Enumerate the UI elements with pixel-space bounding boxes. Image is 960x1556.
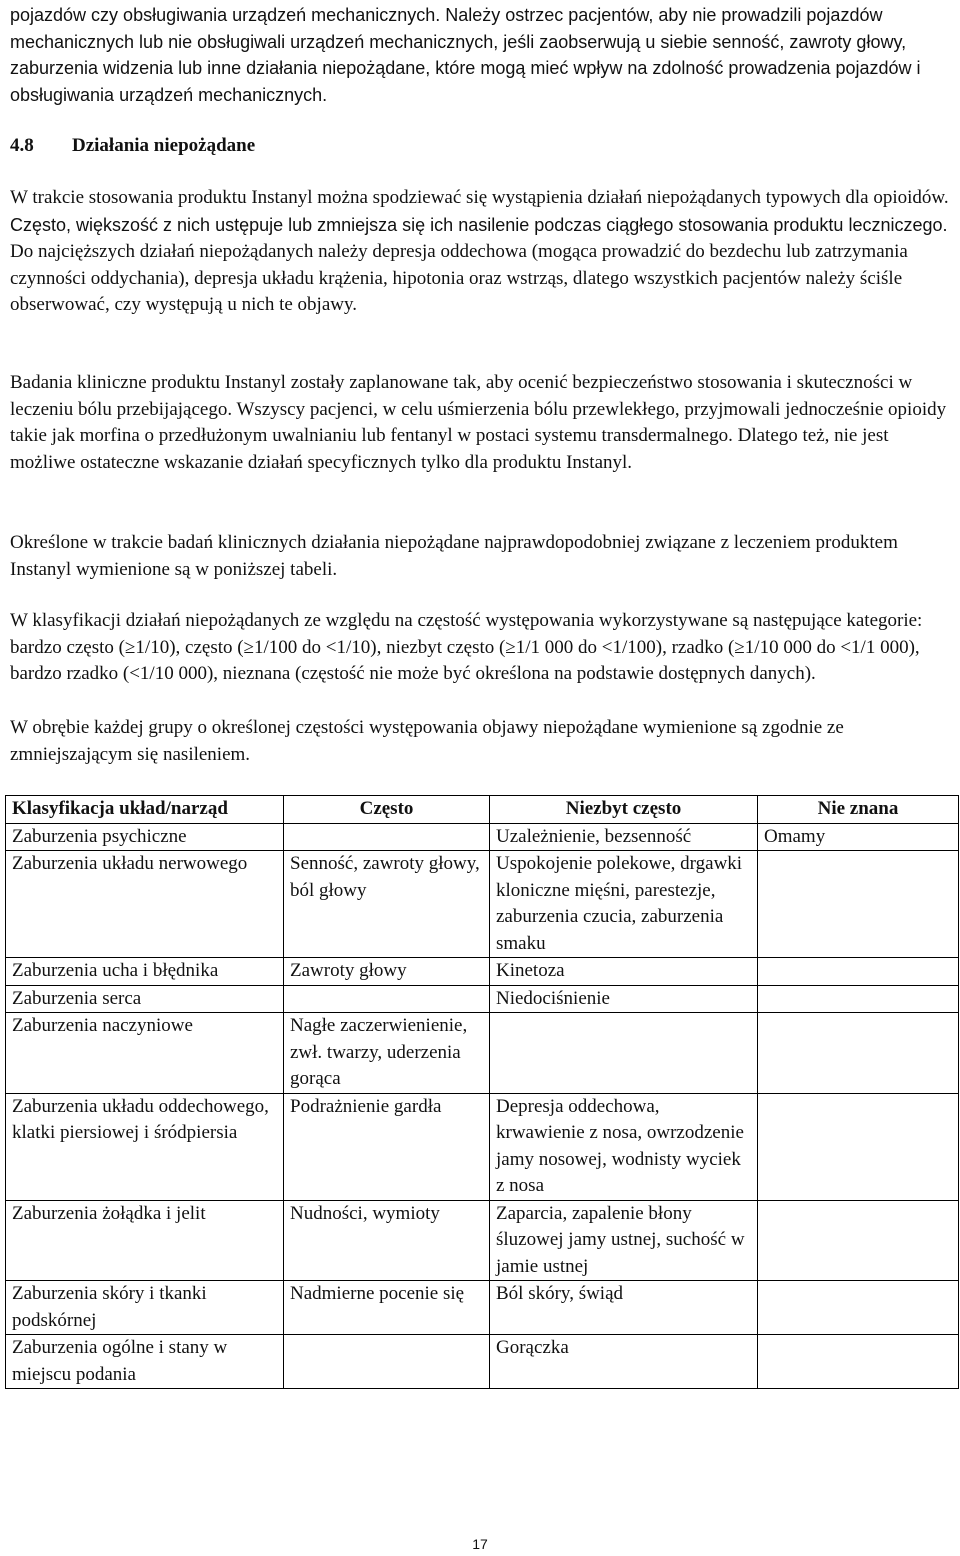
table-row xyxy=(6,851,959,958)
cell-common xyxy=(284,1335,490,1389)
cell-unknown: Omamy xyxy=(758,823,959,851)
cell-organ: Zaburzenia układu nerwowego xyxy=(6,851,284,958)
cell-common: Podrażnienie gardła xyxy=(284,1093,490,1200)
cell-organ: Zaburzenia ogólne i stany w miejscu podania xyxy=(6,1335,284,1389)
cell-unknown xyxy=(758,1281,959,1335)
cell-unknown xyxy=(758,1335,959,1389)
cell-uncommon: Zaparcia, zapalenie błony śluzowej jamy ustnej, suchość w jamie ustnej xyxy=(490,1200,758,1281)
cell-common: Senność, zawroty głowy, ból głowy xyxy=(284,851,490,958)
header-unknown: Nie znana xyxy=(758,796,959,824)
cell-uncommon: Depresja oddechowa, krwawienie z nosa, owrzodzenie jamy nosowej, wodnisty wyciek z nosa xyxy=(490,1093,758,1200)
cell-organ: Zaburzenia skóry i tkanki podskórnej xyxy=(6,1281,284,1335)
cell-unknown xyxy=(758,985,959,1013)
cell-uncommon: Uspokojenie polekowe, drgawki kloniczne mięśni, parestezje, zaburzenia czucia, zaburzenia smaku xyxy=(490,851,758,958)
cell-common xyxy=(284,985,490,1013)
table-row xyxy=(6,985,959,1013)
header-uncommon: Niezbyt często xyxy=(490,796,758,824)
table-header-row xyxy=(6,796,959,824)
table-row xyxy=(6,958,959,986)
cell-organ: Zaburzenia układu oddechowego, klatki piersiowej i śródpiersia xyxy=(6,1093,284,1200)
paragraph-part: Do najcięższych działań niepożądanych należy depresja oddechowa (mogąca prowadzić do bezdechu lub zatrzymania czynności oddychania), depresja układu krążenia, hipotonia oraz wstrząs, dlatego wszystkich pacjentów należy ściśle obserwować, czy występują u nich te objawy. xyxy=(10,241,908,315)
table-row xyxy=(6,1093,959,1200)
cell-unknown xyxy=(758,1200,959,1281)
table-row xyxy=(6,1200,959,1281)
cell-uncommon: Ból skóry, świąd xyxy=(490,1281,758,1335)
paragraph-frequency-classification: W klasyfikacji działań niepożądanych ze względu na częstość występowania wykorzystywane są następujące kategorie: bardzo często (≥1/10), często (≥1/100 do <1/10), niezbyt często (≥1/1 000 do <1/100), rzadko (≥1/10 000 do <1/1 000), bardzo rzadko (<1/10 000), nieznana (częstość nie może być określona na podstawie dostępnych danych). xyxy=(10,610,923,684)
cell-unknown xyxy=(758,1093,959,1200)
header-organ-class: Klasyfikacja układ/narząd xyxy=(6,796,284,824)
section-number: 4.8 xyxy=(10,135,34,156)
cell-uncommon: Kinetoza xyxy=(490,958,758,986)
table-row xyxy=(6,1013,959,1094)
cell-common: Zawroty głowy xyxy=(284,958,490,986)
cell-common: Nagłe zaczerwienienie, zwł. twarzy, uderzenia gorąca xyxy=(284,1013,490,1094)
cell-unknown xyxy=(758,1013,959,1094)
cell-common: Nudności, wymioty xyxy=(284,1200,490,1281)
paragraph-severity-order: W obrębie każdej grupy o określonej częstości występowania objawy niepożądane wymienione są zgodnie ze zmniejszającym się nasileniem. xyxy=(10,717,844,765)
cell-organ: Zaburzenia psychiczne xyxy=(6,823,284,851)
table-row xyxy=(6,1335,959,1389)
paragraph-part-sans: Często, większość z nich ustępuje lub zmniejsza się ich nasilenie podczas ciągłego stosowania produktu leczniczego. xyxy=(10,214,948,235)
paragraph-adverse-overview xyxy=(10,185,956,319)
table-row xyxy=(6,823,959,851)
paragraph-table-intro: Określone w trakcie badań klinicznych działania niepożądane najprawdopodobniej związane z leczeniem produktem Instanyl wymienione są w poniższej tabeli. xyxy=(10,532,898,580)
cell-uncommon: Niedociśnienie xyxy=(490,985,758,1013)
cell-organ: Zaburzenia serca xyxy=(6,985,284,1013)
cell-organ: Zaburzenia ucha i błędnika xyxy=(6,958,284,986)
section-title: Działania niepożądane xyxy=(72,135,256,156)
cell-unknown xyxy=(758,851,959,958)
paragraph-clinical-trials: Badania kliniczne produktu Instanyl zostały zaplanowane tak, aby ocenić bezpieczeństwo stosowania i skuteczności w leczeniu bólu przebijającego. Wszyscy pacjenci, w celu uśmierzenia bólu przewlekłego, przyjmowali jednocześnie opioidy takie jak morfina o przedłużonym uwalnianiu lub fentanyl w postaci systemu transdermalnego. Dlatego też, nie jest możliwe ostateczne wskazanie działań specyficznych tylko dla produktu Instanyl. xyxy=(10,372,947,473)
cell-organ: Zaburzenia żołądka i jelit xyxy=(6,1200,284,1281)
paragraph-part: W trakcie stosowania produktu Instanyl można spodziewać się wystąpienia działań niepożądanych typowych dla opioidów. xyxy=(10,187,949,208)
cell-uncommon: Uzależnienie, bezsenność xyxy=(490,823,758,851)
cell-organ: Zaburzenia naczyniowe xyxy=(6,1013,284,1094)
adverse-reactions-table xyxy=(5,795,959,1389)
table-row xyxy=(6,1281,959,1335)
intro-paragraph: pojazdów czy obsługiwania urządzeń mechanicznych. Należy ostrzec pacjentów, aby nie prowadzili pojazdów mechanicznych lub nie obsługiwali urządzeń mechanicznych, jeśli zaobserwują u siebie senność, zawroty głowy, zaburzenia widzenia lub inne działania niepożądane, które mogą mieć wpływ na zdolność prowadzenia pojazdów i obsługiwania urządzeń mechanicznych. xyxy=(10,5,921,105)
cell-common: Nadmierne pocenie się xyxy=(284,1281,490,1335)
cell-uncommon xyxy=(490,1013,758,1094)
header-common: Często xyxy=(284,796,490,824)
page-number: 17 xyxy=(472,1536,488,1552)
cell-unknown xyxy=(758,958,959,986)
section-heading xyxy=(10,133,255,159)
cell-common xyxy=(284,823,490,851)
cell-uncommon: Gorączka xyxy=(490,1335,758,1389)
